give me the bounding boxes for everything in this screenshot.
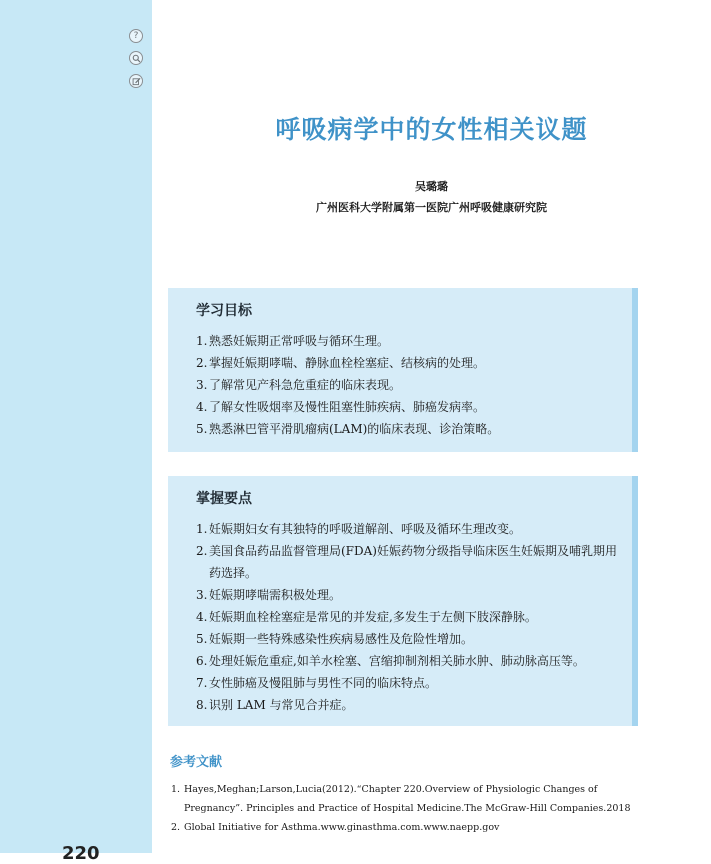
sidebar (0, 0, 152, 853)
edit-icon[interactable] (129, 74, 143, 88)
learning-objectives-list (196, 330, 622, 440)
list-item: 4. 妊娠期血栓栓塞症是常见的并发症,多发生于左侧下肢深静脉。 (196, 610, 537, 624)
search-icon[interactable] (129, 51, 143, 65)
list-item: 7. 女性肺癌及慢阻肺与男性不同的临床特点。 (196, 676, 438, 690)
help-glyph: ? (133, 31, 139, 41)
reference-item: 1. Hayes,Meghan;Larson,Lucia(2012).“Chapter 220.Overview of Physiologic Changes of Pregnancy”. Principles and Practice of Hospital Medicine.The McGraw-Hill Companies.2018 (171, 784, 631, 814)
author: 吴璐璐 (415, 180, 448, 193)
edit-icon-glyph (132, 77, 141, 86)
list-item: 1. 熟悉妊娠期正常呼吸与循环生理。 (196, 334, 390, 348)
list-item: 2. 美国食品药品监督管理局(FDA)妊娠药物分级指导临床医生妊娠期及哺乳期用药选择。 (196, 544, 617, 580)
list-item: 6. 处理妊娠危重症,如羊水栓塞、宫缩抑制剂相关肺水肿、肺动脉高压等。 (196, 654, 585, 668)
list-item: 3. 了解常见产科急危重症的临床表现。 (196, 378, 402, 392)
reference-item: 2. Global Initiative for Asthma.www.ginasthma.com.www.naepp.gov (171, 822, 500, 833)
search-icon-glyph (132, 54, 141, 63)
help-icon[interactable] (129, 29, 143, 43)
list-item: 5. 妊娠期一些特殊感染性疾病易感性及危险性增加。 (196, 632, 474, 646)
page-title: 呼吸病学中的女性相关议题 (275, 115, 588, 144)
learning-objectives-heading: 学习目标 (196, 303, 252, 319)
references-heading: 参考文献 (170, 755, 223, 770)
key-points-box (168, 476, 638, 726)
list-item: 3. 妊娠期哮喘需积极处理。 (196, 588, 342, 602)
affiliation: 广州医科大学附属第一医院广州呼吸健康研究院 (316, 201, 547, 214)
list-item: 4. 了解女性吸烟率及慢性阻塞性肺疾病、肺癌发病率。 (196, 400, 486, 414)
list-item: 8. 识别 LAM 与常见合并症。 (196, 698, 354, 712)
key-points-heading: 掌握要点 (196, 491, 252, 507)
key-points-list (196, 518, 622, 716)
learning-objectives-box (168, 288, 638, 452)
page-number: 220 (62, 843, 100, 864)
list-item: 5. 熟悉淋巴管平滑肌瘤病(LAM)的临床表现、诊治策略。 (196, 422, 500, 436)
references-list (171, 780, 651, 837)
list-item: 2. 掌握妊娠期哮喘、静脉血栓栓塞症、结核病的处理。 (196, 356, 486, 370)
list-item: 1. 妊娠期妇女有其独特的呼吸道解剖、呼吸及循环生理改变。 (196, 522, 522, 536)
